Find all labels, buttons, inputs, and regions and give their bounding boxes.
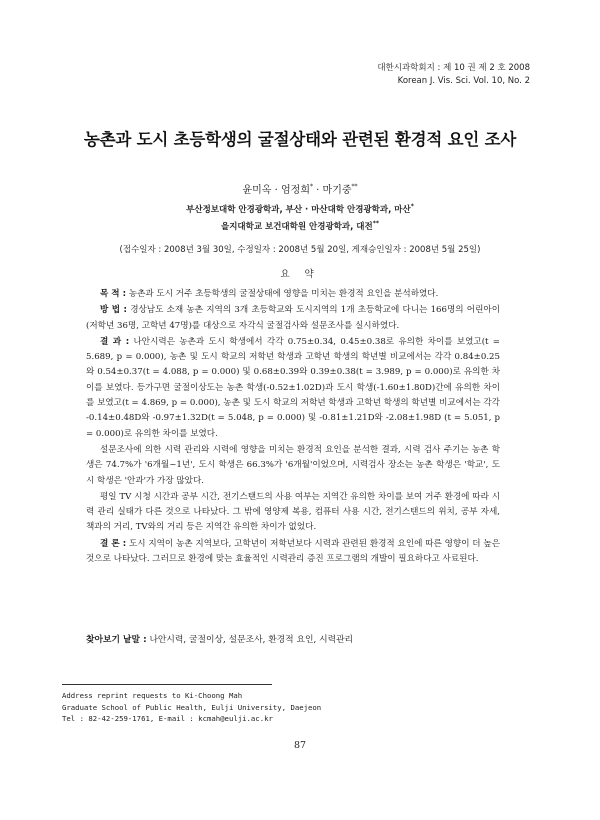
affiliation-line [0,202,600,219]
author-separator: · [271,185,281,196]
abstract-body [86,287,500,567]
journal-issue-korean: 대한시과학회지 : 제 10 권 제 2 호 2008 [377,63,530,73]
affiliation-mark: * [309,183,313,191]
page-number: 87 [293,740,307,751]
section-text: 나안시력은 농촌과 도시 학생에서 각각 0.75±0.34, 0.45±0.38로 유의한 차이를 보였고(t = 5.689, p = 0.000), 농촌 및 도시 학교의 저학년 학생과 고학년 학생의 학년별 비교에서는 각각 0.84±0.25와 0.54±0.37(t = 4.088, p = 0.000) 및 0.68±0.39와 0.39±0.38(t = 3.989, p = 0.000)로 유의한 차이를 보였다. 등가구면 굴절이상도는 농촌 학생(-0.52±1.02D)과 도시 학생(-1.60±1.80D)간에 유의한 차이를 보였고(t = 4.869, p = 0.000), 농촌 및 도시 학교의 저학년 학생과 고학년 학생의 학년별 비교에서는 각각 -0.14±0.48D와 -0.97±1.32D(t = 5.048, p = 0.000) 및 -0.81±1.21D와 -2.08±1.98D (t = 5.051, p = 0.000)로 유의한 차이를 보였다. [86,336,501,439]
journal-header [377,62,530,88]
correspondence-line: Address reprint requests to Ki-Choong Mah [62,691,243,700]
submission-dates: (접수일자 : 2008년 3월 30일, 수정일자 : 2008년 5월 20일, 게재승인일자 : 2008년 5월 25일) [119,245,481,255]
footnote-divider [62,684,272,685]
abstract-paragraph: 평일 TV 시청 시간과 공부 시간, 전기스탠드의 사용 여부는 지역간 유의한 차이를 보여 거주 환경에 따라 시력 관리 실태가 다른 것으로 나타났다. 그 밖에 영양제 복용, 컴퓨터 사용 시간, 전기스탠드의 위치, 공부 자세, 책과의 거리, TV와의 거리 등은 지역간 유의한 차이가 없었다. [86,491,500,533]
section-label: 결 론 : [100,538,127,549]
correspondence-footnote [62,690,321,725]
section-text: 농촌과 도시 거주 초등학생의 굴절상태에 영향을 미치는 환경적 요인을 분석하였다. [128,289,439,299]
abstract-purpose [86,287,500,302]
section-label: 방 법 : [100,305,127,316]
affiliation-mark: ** [351,183,358,191]
author-name: 엄정희 [281,185,310,196]
section-text: 경상남도 소재 농촌 지역의 3개 초등학교와 도시지역의 1개 초등학교에 다니는 166명의 어린아이(저학년 36명, 고학년 47명)를 대상으로 자각식 굴절검사와 설문조사를 실시하였다. [86,305,501,331]
journal-issue-english: Korean J. Vis. Sci. Vol. 10, No. 2 [397,76,530,86]
author-separator: · [312,185,323,196]
correspondence-line: Graduate School of Public Health, Eulji University, Daejeon [62,702,322,712]
affiliation-block [0,202,600,236]
affiliation-line [0,219,600,236]
author-name: 마기중 [322,185,352,196]
keywords-label: 찾아보기 낱말 : [86,635,147,645]
paper-title: 농촌과 도시 초등학생의 굴절상태와 관련된 환경적 요인 조사 [83,130,517,149]
correspondence-line: Tel : 82-42-259-1761, E-mail : kcmah@eulji.ac.kr [62,714,273,723]
author-name: 윤미옥 [242,185,272,196]
keywords-text: 나안시력, 굴절이상, 설문조사, 환경적 요인, 시력관리 [149,635,354,645]
affiliation-text: 을지대학교 보건대학원 안경광학과, 대전 [221,222,373,232]
abstract-result [86,335,500,442]
section-text: 도시 지역이 농촌 지역보다, 고학년이 저학년보다 시력과 관련된 환경적 요인에 따른 영향이 더 높은 것으로 나타났다. 그러므로 환경에 맞는 효율적인 시력관리 증진 프로그램의 개발이 필요하다고 사료된다. [86,538,500,565]
abstract-paragraph: 설문조사에 의한 시력 관리와 시력에 영향을 미치는 환경적 요인을 분석한 결과, 시력 검사 주기는 농촌 학생은 74.7%가 '6개월~1년', 도시 학생은 66.3%가 '6개월'이었으며, 시력검사 장소는 농촌 학생은 '학교', 도시 학생은 '안과'가 가장 많았다. [86,444,500,486]
section-label: 결 과 : [100,336,130,347]
abstract-method [86,303,500,334]
keywords-line [86,632,500,645]
affiliation-mark: ** [372,220,379,228]
abstract-heading: 요 약 [280,269,320,280]
affiliation-text: 부산정보대학 안경광학과, 부산 · 마산대학 안경광학과, 마산 [186,205,411,215]
author-list [0,182,600,200]
section-label: 목 적 : [100,289,127,299]
affiliation-mark: * [410,203,414,211]
abstract-conclusion [86,537,500,568]
